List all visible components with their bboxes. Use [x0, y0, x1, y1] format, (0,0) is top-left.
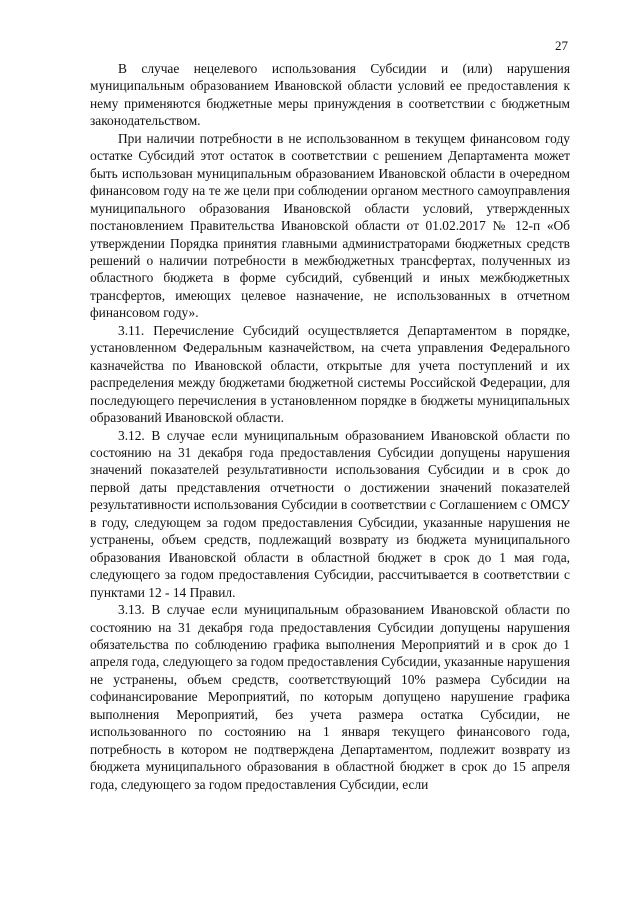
paragraph-3-13: 3.13. В случае если муниципальным образованием Ивановской области по состоянию на 31 декабря года предоставления Субсидии допущены нарушения обязательства по соблюдению графика выполнения Мероприятий и в срок до 1 апреля года, следующего за годом предоставления Субсидии, указанные нарушения не устранены, объем средств, соответствующий 10% размера Субсидии на софинансирование Мероприятий, по которым допущено нарушение графика выполнения Мероприятий, без учета размера остатка Субсидии, не использованного по состоянию на 1 января текущего финансового года, потребность в котором не подтверждена Департаментом, подлежит возврату из бюджета муниципального образования в областной бюджет в срок до 15 апреля года, следующего за годом предоставления Субсидии, если — [90, 602, 570, 792]
page-number: 27 — [555, 38, 568, 53]
paragraph-unused-balance: При наличии потребности в не использованном в текущем финансовом году остатке Субсидий этот остаток в соответствии с решением Департамента может быть использован муниципальным образованием Ивановской области в очередном финансовом году на те же цели при соблюдении органом местного самоуправления муниципального образования Ивановской области условий, утвержденных постановлением Правительства Ивановской области от 01.02.2017 № 12-п «Об утверждении Порядка принятия главными администраторами бюджетных средств решений о наличии потребности в межбюджетных трансфертах, полученных из областного бюджета в форме субсидий, субвенций и иных межбюджетных трансфертов, имеющих целевое назначение, не использованных в отчетном финансовом году». — [90, 130, 570, 321]
paragraph-3-12: 3.12. В случае если муниципальным образованием Ивановской области по состоянию на 31 декабря года предоставления Субсидии допущены нарушения значений показателей результативности использования Субсидии и в срок до первой даты представления отчетности о достижении значений показателей результативности использования Субсидии в соответствии с Соглашением с ОМСУ в году, следующем за годом предоставления Субсидии, указанные нарушения не устранены, объем средств, подлежащий возврату из бюджета муниципального образования Ивановской области в областной бюджет в срок до 1 мая года, следующего за годом предоставления Субсидии, рассчитывается в соответствии с пунктами 12 - 14 Правил. — [90, 427, 570, 600]
paragraph-3-11: 3.11. Перечисление Субсидий осуществляется Департаментом в порядке, установленном Федеральным казначейством, на счета управления Федерального казначейства по Ивановской области, открытые для учета поступлений и их распределения между бюджетами бюджетной системы Российской Федерации, для последующего перечисления в установленном порядке в бюджеты муниципальных образований Ивановской области. — [90, 322, 570, 426]
document-body — [90, 60, 570, 793]
paragraph-misuse: В случае нецелевого использования Субсидии и (или) нарушения муниципальным образованием Ивановской области условий ее предоставления к нему применяются бюджетные меры принуждения в соответствии с бюджетным законодательством. — [90, 61, 570, 129]
